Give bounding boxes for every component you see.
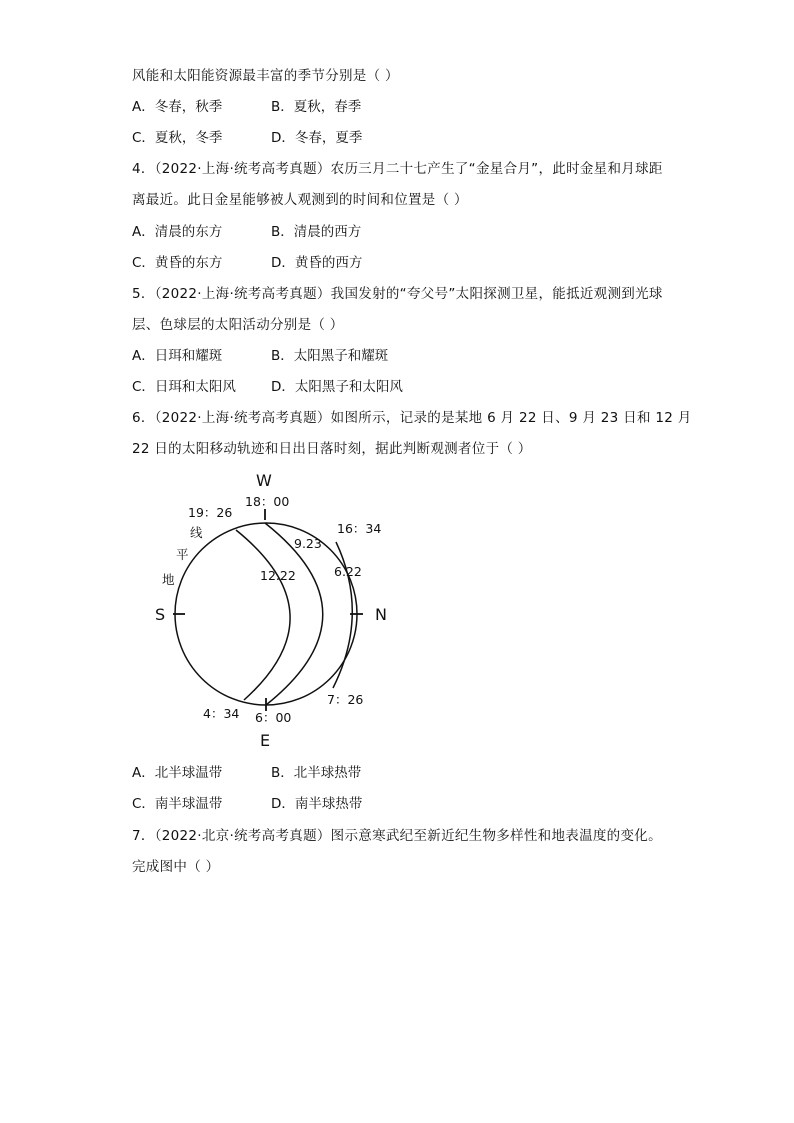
horizon-label-char2: 平 xyxy=(176,547,189,562)
q5-option-d: D．太阳黑子和太阳风 xyxy=(271,379,403,395)
q4-stem-line1: 4．（2022·上海·统考高考真题）农历三月二十七产生了“金星合月”，此时金星和月球距 xyxy=(132,161,663,177)
date-9-23: 9.23 xyxy=(294,536,322,551)
q6-stem-line1: 6．（2022·上海·统考高考真题）如图所示，记录的是某地 6 月 22 日、9 月 23 日和 12 月 xyxy=(132,410,692,426)
label-west: W xyxy=(256,471,272,490)
label-north: N xyxy=(375,605,387,624)
horizon-label-char1: 线 xyxy=(190,525,203,540)
q5-option-b: B．太阳黑子和耀斑 xyxy=(271,348,389,364)
q6-option-b: B．北半球热带 xyxy=(271,765,362,781)
q7-stem-line2: 完成图中（ ） xyxy=(132,859,220,875)
q4-stem-line2: 离最近。此日金星能够被人观测到的时间和位置是（ ） xyxy=(132,192,468,208)
q4-option-c: C．黄昏的东方 xyxy=(132,255,223,271)
time-7-26: 7：26 xyxy=(327,692,364,707)
time-19-26: 19：26 xyxy=(188,505,233,520)
q5-stem-line1: 5．（2022·上海·统考高考真题）我国发射的“夸父号”太阳探测卫星，能抵近观测到光球 xyxy=(132,286,663,302)
date-12-22: 12.22 xyxy=(260,568,296,583)
q4-option-d: D．黄昏的西方 xyxy=(271,255,363,271)
time-16-34: 16：34 xyxy=(337,521,382,536)
label-east: E xyxy=(260,731,271,750)
horizon-label-char3: 地 xyxy=(162,572,175,587)
q6-option-a: A．北半球温带 xyxy=(132,765,223,781)
q6-option-c: C．南半球温带 xyxy=(132,796,223,812)
q4-option-a: A．清晨的东方 xyxy=(132,224,223,240)
sun-path-diagram xyxy=(140,468,410,758)
q3-option-a: A．冬春，秋季 xyxy=(132,99,223,115)
q5-option-a: A．日珥和耀斑 xyxy=(132,348,223,364)
q6-stem-line2: 22 日的太阳移动轨迹和日出日落时刻，据此判断观测者位于（ ） xyxy=(132,441,532,457)
q3-option-d: D．冬春，夏季 xyxy=(271,130,363,146)
time-18-00: 18：00 xyxy=(245,494,290,509)
time-4-34: 4：34 xyxy=(203,706,240,721)
label-south: S xyxy=(155,605,166,624)
q5-stem-line2: 层、色球层的太阳活动分别是（ ） xyxy=(132,317,344,333)
date-6-22: 6.22 xyxy=(334,564,362,579)
q4-option-b: B．清晨的西方 xyxy=(271,224,362,240)
sun-path-12-22 xyxy=(236,530,290,700)
q7-stem-line1: 7．（2022·北京·统考高考真题）图示意寒武纪至新近纪生物多样性和地表温度的变化。 xyxy=(132,828,662,844)
q3-option-b: B．夏秋，春季 xyxy=(271,99,362,115)
q5-option-c: C．日珥和太阳风 xyxy=(132,379,236,395)
q3-stem: 风能和太阳能资源最丰富的季节分别是（ ） xyxy=(132,68,399,84)
q6-option-d: D．南半球热带 xyxy=(271,796,363,812)
q3-option-c: C．夏秋，冬季 xyxy=(132,130,223,146)
time-6-00: 6：00 xyxy=(255,710,292,725)
